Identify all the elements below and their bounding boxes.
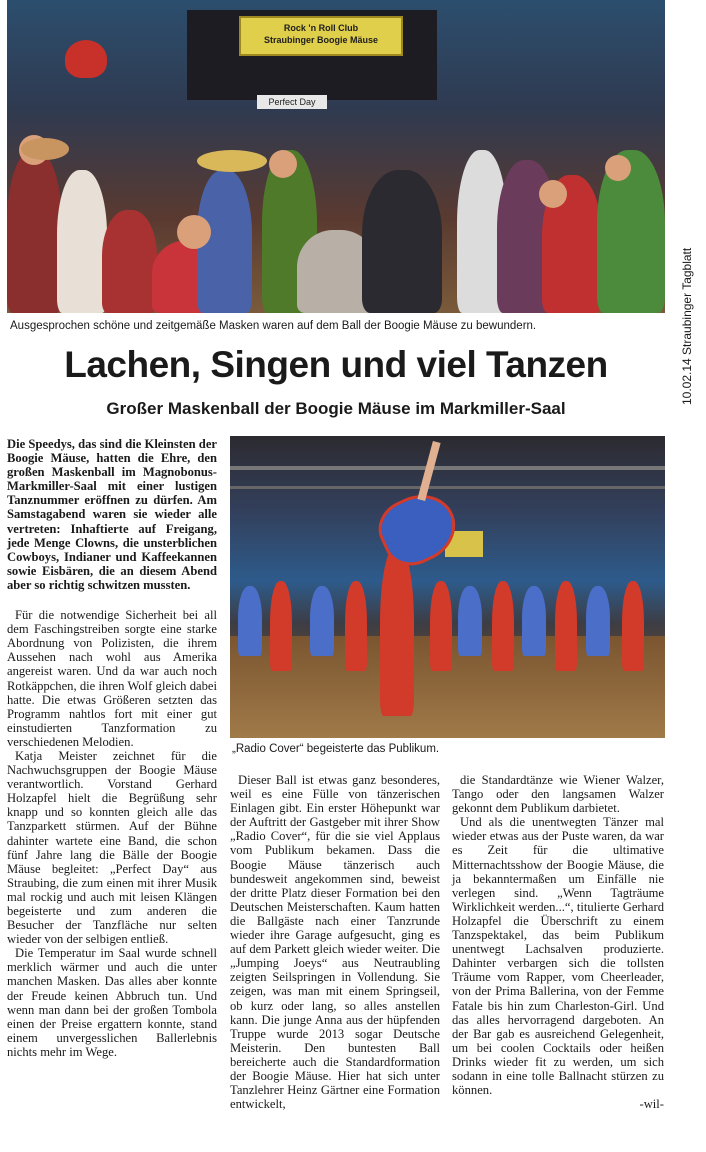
article-paragraph: Und als die unentwegten Tänzer mal wieder etwas aus der Puste waren, da war es Zeit für die ultimative Mitternachtsshow der Boogie Mäuse, die ja bekanntermaßen um Einfälle nie verlegen sind. „Wenn Tagträume Wirklichkeit werden...“, titulierte Gerhard Holzapfel die Überschrift zu einem Tanzspektakel, das beim Publikum unentwegt Lachsalven produzierte. Dahinter verbargen sich die tollsten Träume vom Rapper, vom Cheerleader, von der Prima Ballerina, von der Femme Fatale bis hin zum Charleston-Girl. Und das alles hervorragend dargeboten. An der Bar gab es ausreichend Gelegenheit, um bei coolen Cocktails oder heißen Drinks wieder fit zu werden, um sich sodann in eine tolle Ballnacht stürzen zu können. (452, 815, 664, 1098)
dancer-figure (430, 581, 452, 671)
article-subheadline: Großer Maskenball der Boogie Mäuse im Markmiller-Saal (106, 399, 566, 418)
dancer-figure (622, 581, 644, 671)
stage-truss (230, 486, 665, 489)
article-column-3 (452, 773, 664, 1111)
dancer-figure (345, 581, 367, 671)
dancer-head (539, 180, 567, 208)
source-note: 10.02.14 Straubinger Tagblatt (680, 247, 694, 405)
ball-crowd-photo (7, 0, 665, 313)
dancer-figure (310, 586, 334, 656)
article-lead: Die Speedys, das sind die Kleinsten der Boogie Mäuse, hatten die Ehre, den großen Maskenball im Magnobonus-Markmiller-Saal mit einer lustigen Tanznummer eröffnen zu dürfen. Am Samstagabend waren sie wieder alle vertreten: Inhaftierte auf Freigang, jede Menge Clowns, die unsterblichen Cowboys, Indianer und Kaffeekannen sowie Eisbären, die an diesem Abend aber so richtig schwitzen mussten. (7, 437, 217, 592)
cowboy-hat (21, 138, 69, 160)
heart-decoration (65, 40, 107, 78)
banner-line-2: Straubinger Boogie Mäuse (263, 35, 379, 45)
dancer-figure (102, 210, 157, 313)
lifted-dancer-legs (417, 441, 440, 501)
article-paragraph: Dieser Ball ist etwas ganz besonderes, weil es eine Fülle von tänzerischen Einlagen gibt. Ein erster Höhepunkt war der Auftritt der Gastgeber mit ihrer Show „Radio Cover“, für die sie viel Applaus vom Publikum bekamen. Dass die Boogie Mäuse tänzerisch auch bundesweit angekommen sind, beweist der dritte Platz dieser Formation bei den Deutschen Meisterschaften. Kaum hatten die Ballgäste nach einer Tanzrunde wieder ihre Garage aufgesucht, ging es auf dem Parkett gleich wieder weiter. Die „Jumping Joeys“ aus Neutraubling zeigten Seilspringen in Vollendung. Sie zeigen, was man mit einem Springseil, ob kurz oder lang, so alles anstellen kann. Die junge Anna aus der hüpfenden Truppe wurde 2013 sogar Deutsche Meisterin. Den buntesten Ball bereicherte auch die Standardformation der Boogie Mäuse. Hier hat sich unter Tanzlehrer Heinz Gärtner eine Formation entwickelt, (230, 773, 440, 1112)
radio-cover-show-photo (230, 436, 665, 738)
dancer-head (177, 215, 211, 249)
sombrero-hat (197, 150, 267, 172)
stage-truss (230, 466, 665, 470)
bottom-photo-caption: „Radio Cover“ begeisterte das Publikum. (232, 743, 440, 755)
dancer-figure (57, 170, 107, 313)
top-photo-caption: Ausgesprochen schöne und zeitgemäße Masken waren auf dem Ball der Boogie Mäuse zu bewundern. (10, 320, 537, 332)
dancer-figure (555, 581, 577, 671)
dancer-figure (362, 170, 442, 313)
dancer-figure (458, 586, 482, 656)
dancer-figure (7, 150, 62, 313)
dancer-figure (492, 581, 514, 671)
article-column-2 (230, 773, 440, 1111)
author-signature: -wil- (639, 1097, 664, 1112)
article-column-1 (7, 437, 217, 1059)
article-paragraph: die Standardtänze wie Wiener Walzer, Tango oder den langsamen Walzer gekonnt dem Publikum darbietet. (452, 773, 664, 816)
banner-line-1: Rock 'n Roll Club (283, 23, 359, 33)
dancer-figure (522, 586, 546, 656)
article-headline: Lachen, Singen und viel Tanzen (64, 344, 608, 385)
club-banner (239, 16, 403, 56)
article-paragraph: Die Temperatur im Saal wurde schnell merklich wärmer und auch die unter manchen Masken. Das alles aber konnte der Freude keinen Abbruch tun. Und wenn man dann bei der großen Tombola einen der Preise ergattern konnte, stand einem unvergesslichen Ballerlebnis nichts mehr im Wege. (7, 946, 217, 1059)
article-paragraph: Für die notwendige Sicherheit bei all dem Faschingstreiben sorgte eine starke Abordnung von Polizisten, die ihrem Aussehen nach wohl aus Amerika angereist waren. Und da war auch noch Rotkäppchen, die ihren Wolf gleich dabei hatte. Die etwas Größeren setzten das Programm nahtlos fort mit einer gut einstudierten Tanzformation zu verschiedenen Melodien. (7, 608, 217, 749)
dancer-head (269, 150, 297, 178)
article-paragraph: Katja Meister zeichnet für die Nachwuchsgruppen der Boogie Mäuse verantwortlich. Vorstand Gerhard Holzapfel hielt die Begrüßung sehr knapp und so konnten gleich alle das Tanzparkett stürmen. Auf der Bühne dahinter wartete eine Band, die schon fünf Jahre lang die Bälle der Boogie Mäuse begleitet: „Perfect Day“ aus Straubing, die zum einen mit ihrer Musik mal rockig und auch mit leisen Klängen begeisterte und zum anderen die Besucher der Tanzfläche nur selten wieder von der selbigen entließ. (7, 748, 217, 947)
dancer-head (605, 155, 631, 181)
dancer-figure (586, 586, 610, 656)
stage-sign: Perfect Day (257, 95, 327, 109)
dancer-figure (270, 581, 292, 671)
dancer-figure (238, 586, 262, 656)
dancer-figure (380, 546, 414, 716)
